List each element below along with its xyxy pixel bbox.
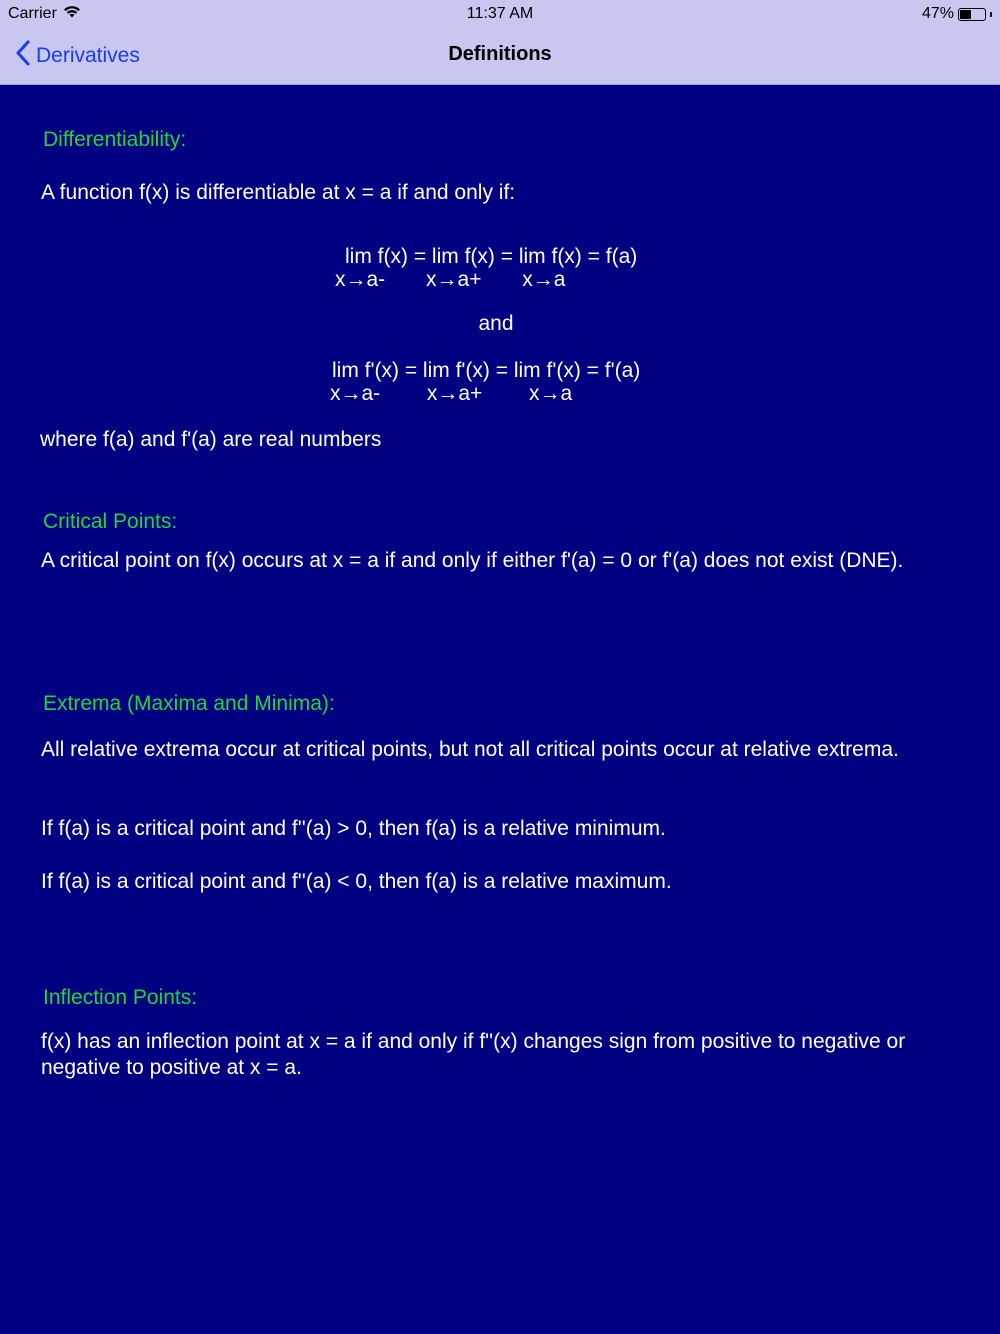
navigation-bar: [0, 0, 1000, 85]
carrier-label: Carrier: [8, 5, 57, 22]
extrema-text-1: All relative extrema occur at critical points, but not all critical points occur at relative extrema.: [41, 738, 899, 761]
status-time: 11:37 AM: [466, 5, 534, 22]
battery-fill: [960, 10, 971, 19]
page-title: Definitions: [448, 43, 552, 65]
formula-limit-f-bottom: x→a- x→a+ x→a: [335, 268, 566, 291]
heading-inflection-points: Inflection Points:: [43, 986, 198, 1009]
and-text: and: [478, 312, 514, 335]
battery-icon: [958, 8, 986, 21]
differentiability-footer: where f(a) and f'(a) are real numbers: [40, 428, 382, 451]
heading-critical-points: Critical Points:: [43, 510, 178, 533]
formula-limit-f-top: lim f(x) = lim f(x) = lim f(x) = f(a): [345, 245, 638, 268]
formula-limit-fprime-bottom: x→a- x→a+ x→a: [330, 382, 573, 405]
differentiability-intro: A function f(x) is differentiable at x = a if and only if:: [41, 181, 516, 204]
back-button-label: Derivatives: [36, 44, 140, 67]
extrema-text-2: If f(a) is a critical point and f''(a) > 0, then f(a) is a relative minimum.: [41, 817, 666, 840]
critical-points-text: A critical point on f(x) occurs at x = a if and only if either f'(a) = 0 or f'(a) does not exist (DNE).: [41, 549, 904, 572]
battery-tip: [990, 12, 992, 17]
heading-differentiability: Differentiability:: [43, 128, 187, 151]
heading-extrema: Extrema (Maxima and Minima):: [43, 692, 335, 715]
inflection-points-text: f(x) has an inflection point at x = a if and only if f''(x) changes sign from positive to negative or negative to positive at x = a.: [41, 1030, 906, 1079]
status-battery: [922, 5, 992, 23]
formula-limit-fprime-top: lim f'(x) = lim f'(x) = lim f'(x) = f'(a): [332, 359, 641, 382]
extrema-text-3: If f(a) is a critical point and f''(a) < 0, then f(a) is a relative maximum.: [41, 870, 672, 893]
battery-percent: 47%: [921, 5, 954, 22]
